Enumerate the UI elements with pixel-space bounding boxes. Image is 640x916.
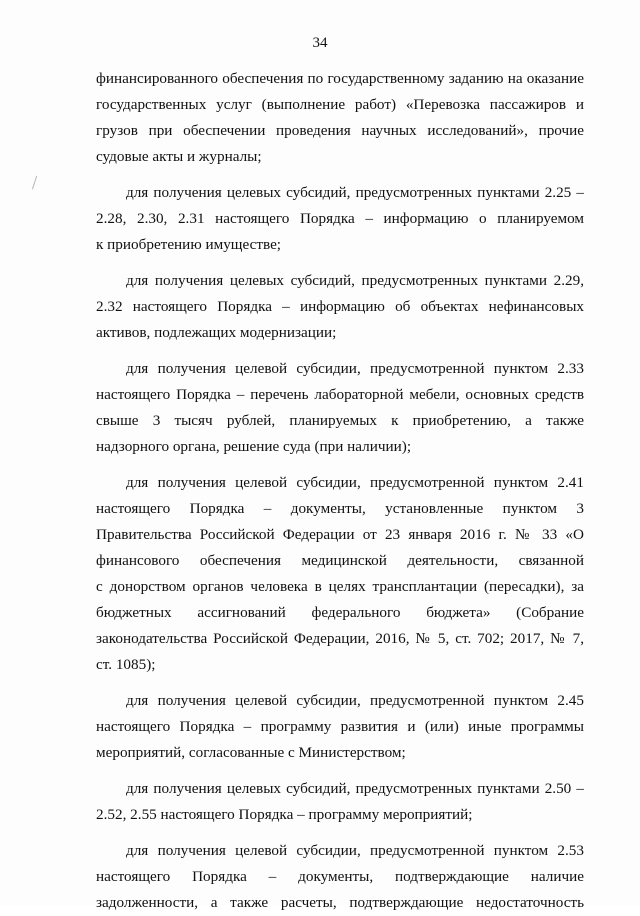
page-number: 34 [312, 35, 328, 51]
text-line: бюджетных ассигнований федерального бюджета» (Собрание [96, 604, 584, 621]
text-line: настоящего Порядка – документы, установленные пунктом 3 [96, 500, 584, 517]
margin-pen-mark [32, 176, 40, 191]
text-line: с донорством органов человека в целях трансплантации (пересадки), за [96, 578, 584, 595]
paragraph [96, 838, 584, 916]
text-line: активов, подлежащих модернизации; [96, 324, 337, 341]
text-line: 2.32 настоящего Порядка – информацию об объектах нефинансовых [96, 298, 584, 315]
text-line: настоящего Порядка – документы, подтверждающие наличие [96, 868, 584, 885]
text-line: судовые акты и журналы; [96, 148, 262, 165]
text-line: финансового обеспечения медицинской деятельности, связанной [96, 552, 584, 569]
text-line: 2.52, 2.55 настоящего Порядка – программу мероприятий; [96, 806, 473, 823]
text-line: для получения целевой субсидии, предусмотренной пунктом 2.53 [126, 842, 584, 859]
text-line: для получения целевых субсидий, предусмотренных пунктами 2.25 – [126, 184, 584, 201]
body-text [96, 66, 584, 916]
text-line: надзорного органа, решение суда (при наличии); [96, 438, 412, 455]
text-line: настоящего Порядка – программу развития и (или) иные программы [96, 718, 584, 735]
text-line: к приобретению имуществе; [96, 236, 282, 253]
text-line: для получения целевой субсидии, предусмотренной пунктом 2.45 [126, 692, 584, 709]
paragraph [96, 180, 584, 258]
paragraph [96, 470, 584, 678]
text-line: грузов при обеспечении проведения научных исследований», прочие [96, 122, 584, 139]
text-line: задолженности, а также расчеты, подтверждающие недостаточность [96, 894, 584, 911]
paragraph [96, 688, 584, 766]
text-line: для получения целевой субсидии, предусмотренной пунктом 2.41 [126, 474, 584, 491]
paragraph [96, 66, 584, 170]
text-line: для получения целевых субсидий, предусмотренных пунктами 2.29, [126, 272, 584, 289]
text-line: финансированного обеспечения по государственному заданию на оказание [96, 70, 584, 87]
text-line: законодательства Российской Федерации, 2016, № 5, ст. 702; 2017, № 7, [96, 630, 584, 647]
text-line: настоящего Порядка – перечень лабораторной мебели, основных средств [96, 386, 584, 403]
paragraph [96, 356, 584, 460]
text-line: государственных услуг (выполнение работ) «Перевозка пассажиров и [96, 96, 584, 113]
paragraph [96, 268, 584, 346]
text-line: мероприятий, согласованные с Министерством; [96, 744, 406, 761]
text-line: для получения целевой субсидии, предусмотренной пунктом 2.33 [126, 360, 584, 377]
text-line: Правительства Российской Федерации от 23 января 2016 г. № 33 «О [96, 526, 584, 543]
text-line: свыше 3 тысяч рублей, планируемых к приобретению, а также [96, 412, 584, 429]
paragraph [96, 776, 584, 828]
text-line: для получения целевых субсидий, предусмотренных пунктами 2.50 – [126, 780, 584, 797]
text-line: 2.28, 2.30, 2.31 настоящего Порядка – информацию о планируемом [96, 210, 584, 227]
text-line: ст. 1085); [96, 656, 156, 673]
